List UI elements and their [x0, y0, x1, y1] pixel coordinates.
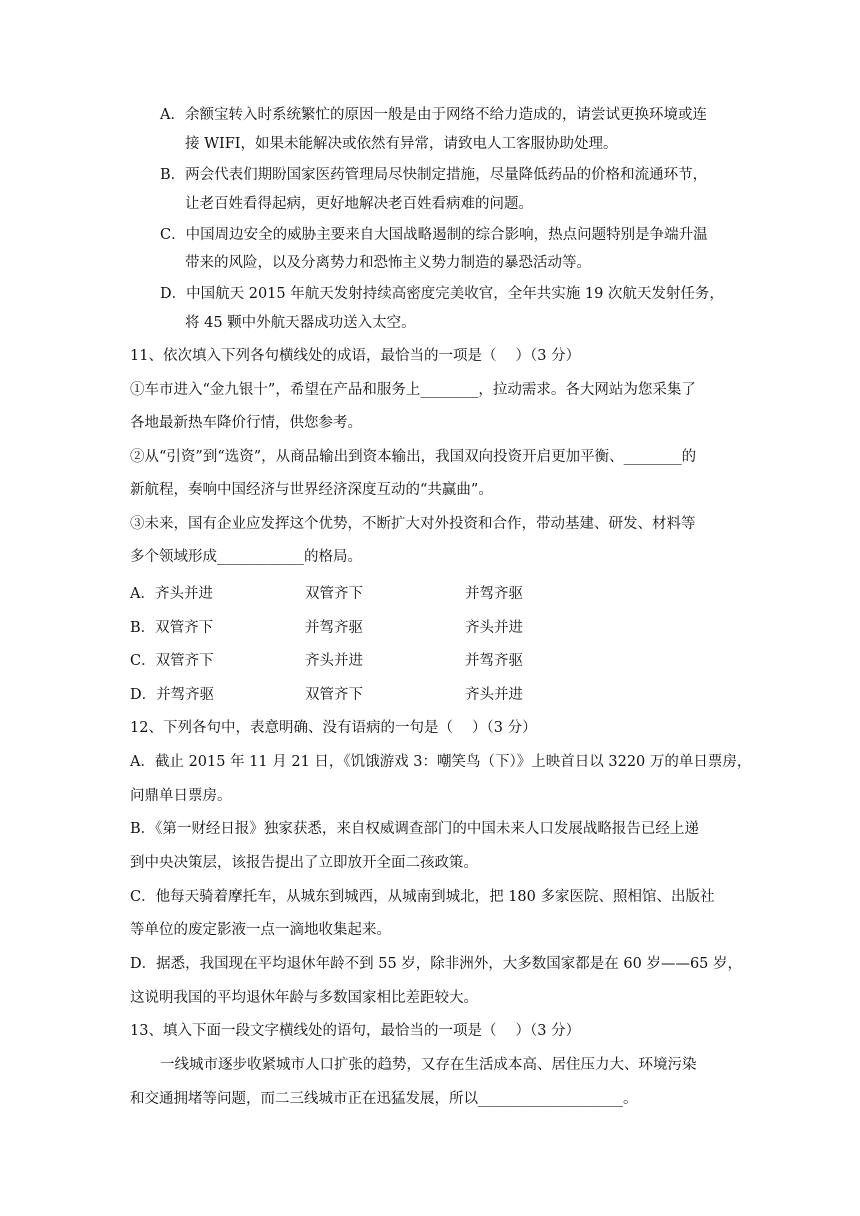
q13-paragraph-line1: 一线城市逐步收紧城市人口扩张的趋势，又存在生活成本高、居住压力大、环境污染 — [160, 1057, 697, 1073]
q12-option-a-line2: 问鼎单日票房。 — [130, 788, 232, 804]
q12-option-d-line2: 这说明我国的平均退休年龄与多数国家相比差距较大。 — [130, 990, 478, 1006]
q11-option-a-col3: 并驾齐驱 — [465, 586, 523, 602]
q10-option-c-line2: 带来的风险，以及分离势力和恐怖主义势力制造的暴恐活动等。 — [185, 255, 591, 271]
q11-option-d-label: D．并驾齐驱 — [130, 687, 215, 703]
q13-paragraph-line2: 和交通拥堵等问题，而二三线城市正在迅猛发展，所以____________________。 — [130, 1091, 638, 1107]
q11-option-c-col2: 齐头并进 — [305, 653, 363, 669]
q10-option-b-line1: B．两会代表们期盼国家医药管理局尽快制定措施，尽量降低药品的价格和流通环节， — [160, 167, 708, 183]
q10-option-a-line1: A．余额宝转入时系统繁忙的原因一般是由于网络不给力造成的，请尝试更换环境或连 — [160, 107, 707, 123]
q11-option-d-col2: 双管齐下 — [305, 687, 363, 703]
q11-sentence-3-line1: ③未来，国有企业应发挥这个优势，不断扩大对外投资和合作，带动基建、研发、材料等 — [130, 516, 696, 532]
q11-option-a-col2: 双管齐下 — [305, 586, 363, 602]
q10-option-b-line2: 让老百姓看得起病，更好地解决老百姓看病难的问题。 — [185, 196, 533, 212]
q11-sentence-1-line1: ①车市进入“金九银十”，希望在产品和服务上________，拉动需求。各大网站为您采集了 — [130, 382, 696, 398]
q11-option-d-col3: 齐头并进 — [465, 687, 523, 703]
q11-option-c-col3: 并驾齐驱 — [465, 653, 523, 669]
q13-stem: 13、填入下面一段文字横线处的语句，最恰当的一项是（ ）（3 分） — [130, 1023, 581, 1039]
q11-option-c-label: C．双管齐下 — [130, 653, 214, 669]
q11-stem: 11、依次填入下列各句横线处的成语，最恰当的一项是（ ）（3 分） — [130, 348, 581, 364]
q12-option-b-line1: B．《第一财经日报》独家获悉，来自权威调查部门的中国未来人口发展战略报告已经上递 — [130, 821, 699, 837]
q12-option-c-line2: 等单位的废定影液一点一滴地收集起来。 — [130, 922, 391, 938]
q12-option-d-line1: D．据悉，我国现在平均退休年龄不到 55 岁，除非洲外，大多数国家都是在 60 岁——65 岁， — [130, 956, 743, 972]
q11-sentence-2-line1: ②从“引资”到“选资”，从商品输出到资本输出，我国双向投资开启更加平衡、________的 — [130, 449, 697, 465]
q10-option-d-line2: 将 45 颗中外航天器成功送入太空。 — [185, 315, 416, 331]
q11-option-b-col3: 齐头并进 — [465, 620, 523, 636]
q11-sentence-3-line2: 多个领域形成____________的格局。 — [130, 549, 362, 565]
q12-option-c-line1: C．他每天骑着摩托车，从城东到城西，从城南到城北，把 180 多家医院、照相馆、出版社 — [130, 889, 715, 905]
q10-option-d-line1: D．中国航天 2015 年航天发射持续高密度完美收官，全年共实施 19 次航天发射任务， — [160, 286, 724, 302]
q11-option-b-col2: 并驾齐驱 — [305, 620, 363, 636]
q12-option-b-line2: 到中央决策层，该报告提出了立即放开全面二孩政策。 — [130, 855, 478, 871]
q11-sentence-2-line2: 新航程，奏响中国经济与世界经济深度互动的“共赢曲”。 — [130, 482, 493, 498]
q12-option-a-line1: A．截止 2015 年 11 月 21 日，《饥饿游戏 3：嘲笑鸟（下）》上映首日以 3220 万的单日票房， — [130, 754, 752, 770]
q12-stem: 12、下列各句中，表意明确、没有语病的一句是（ ）（3 分） — [130, 720, 537, 736]
q10-option-c-line1: C．中国周边安全的威胁主要来自大国战略遏制的综合影响，热点问题特别是争端升温 — [160, 227, 708, 243]
q11-sentence-1-line2: 各地最新热车降价行情，供您参考。 — [130, 415, 362, 431]
q11-option-b-label: B．双管齐下 — [130, 620, 214, 636]
q10-option-a-line2: 接 WIFI，如果未能解决或依然有异常，请致电人工客服协助处理。 — [185, 136, 618, 152]
q11-option-a-label: A．齐头并进 — [130, 586, 213, 602]
